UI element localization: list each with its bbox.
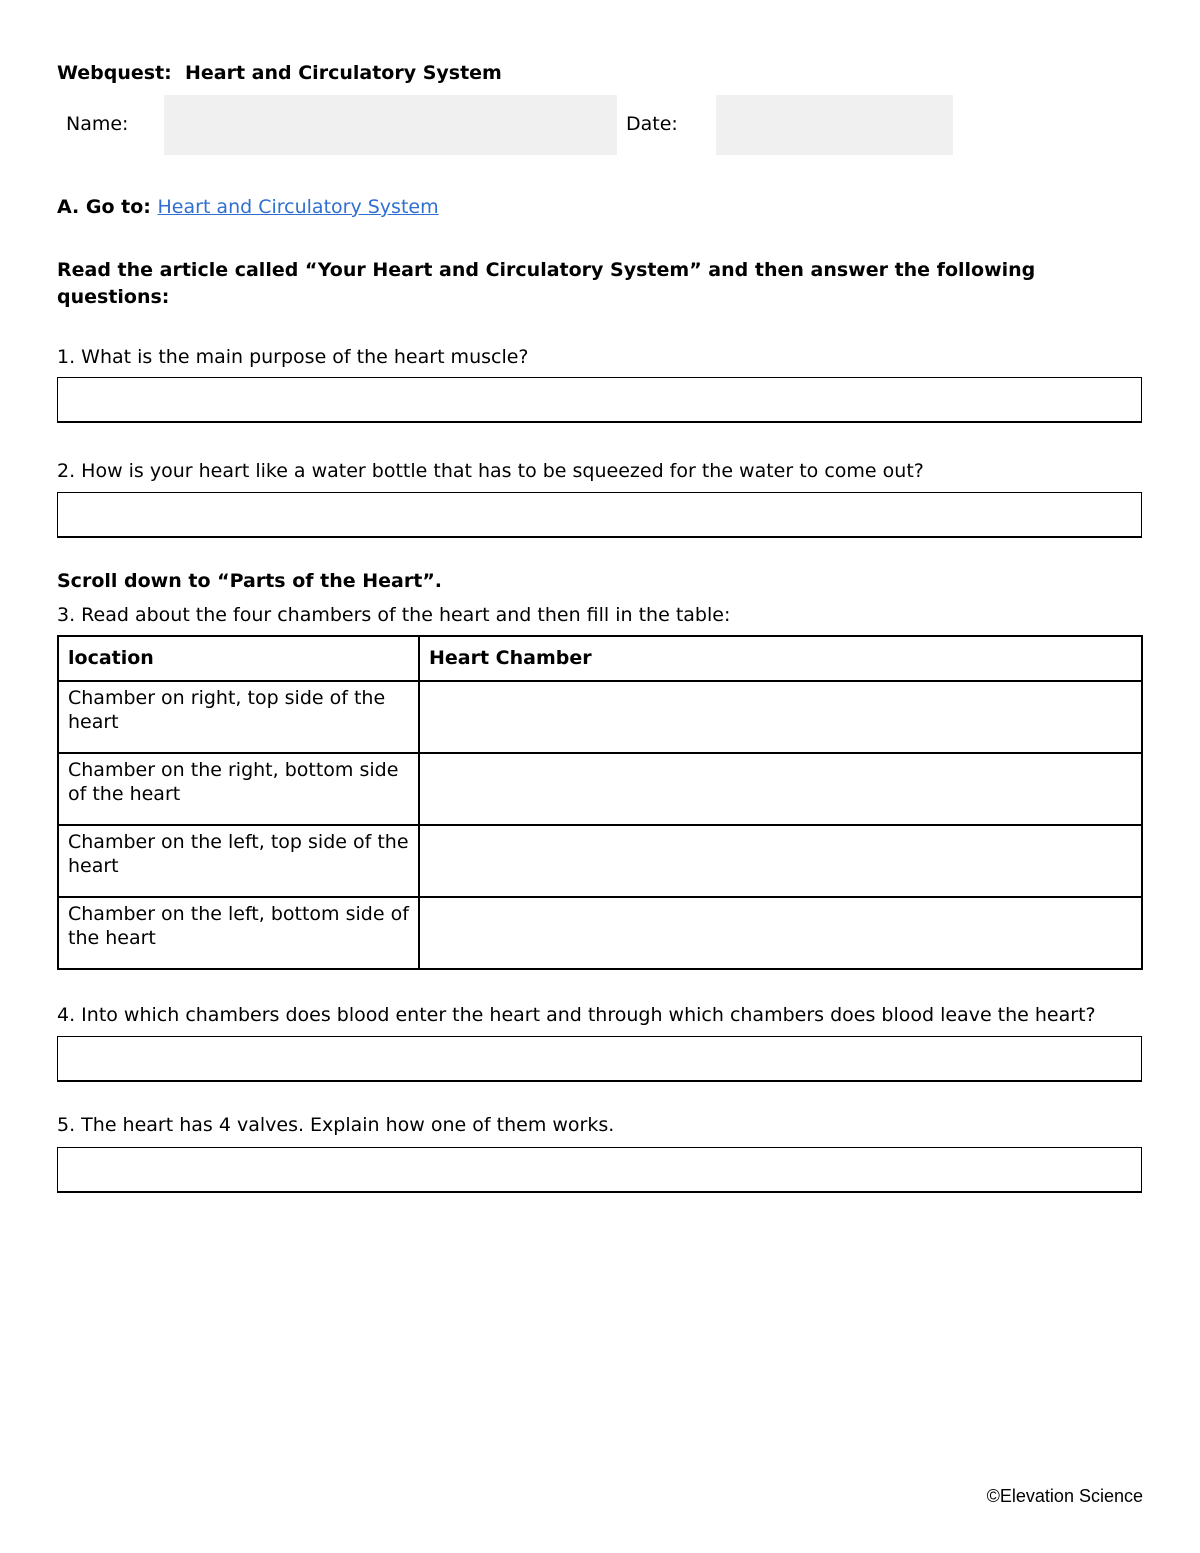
table-row (58, 753, 1142, 825)
worksheet-title: Webquest: Heart and Circulatory System (57, 62, 502, 84)
heart-circulatory-link[interactable]: Heart and Circulatory System (157, 196, 439, 218)
copyright-footer: ©Elevation Science (986, 1486, 1143, 1506)
chamber-answer-cell[interactable] (419, 825, 1142, 897)
answer-box-1[interactable] (57, 377, 1142, 423)
answer-box-2[interactable] (57, 492, 1142, 538)
question-2: 2. How is your heart like a water bottle that has to be squeezed for the water to come out? (57, 460, 924, 482)
question-1: 1. What is the main purpose of the heart muscle? (57, 346, 529, 368)
answer-box-5[interactable] (57, 1147, 1142, 1193)
table-row (58, 825, 1142, 897)
location-cell: Chamber on right, top side of the heart (58, 681, 419, 753)
question-3: 3. Read about the four chambers of the heart and then fill in the table: (57, 604, 731, 626)
date-field[interactable] (716, 95, 953, 155)
date-label: Date: (626, 113, 678, 135)
chambers-table (57, 635, 1143, 970)
header-location: location (58, 636, 419, 681)
chamber-answer-cell[interactable] (419, 681, 1142, 753)
scroll-heading: Scroll down to “Parts of the Heart”. (57, 570, 443, 592)
chamber-answer-cell[interactable] (419, 753, 1142, 825)
location-cell: Chamber on the left, bottom side of the heart (58, 897, 419, 969)
table-row (58, 681, 1142, 753)
table-header-row (58, 636, 1142, 681)
name-field[interactable] (164, 95, 617, 155)
section-a-heading (57, 196, 439, 218)
instructions: Read the article called “Your Heart and Circulatory System” and then answer the following questions: (57, 259, 1036, 308)
section-a-prefix: A. Go to: (57, 196, 158, 218)
question-4: 4. Into which chambers does blood enter the heart and through which chambers does blood leave the heart? (57, 1004, 1096, 1026)
name-label: Name: (66, 113, 129, 135)
table-row (58, 897, 1142, 969)
question-5: 5. The heart has 4 valves. Explain how one of them works. (57, 1114, 615, 1136)
chamber-answer-cell[interactable] (419, 897, 1142, 969)
header-heart-chamber: Heart Chamber (419, 636, 1142, 681)
location-cell: Chamber on the right, bottom side of the heart (58, 753, 419, 825)
answer-box-4[interactable] (57, 1036, 1142, 1082)
location-cell: Chamber on the left, top side of the heart (58, 825, 419, 897)
